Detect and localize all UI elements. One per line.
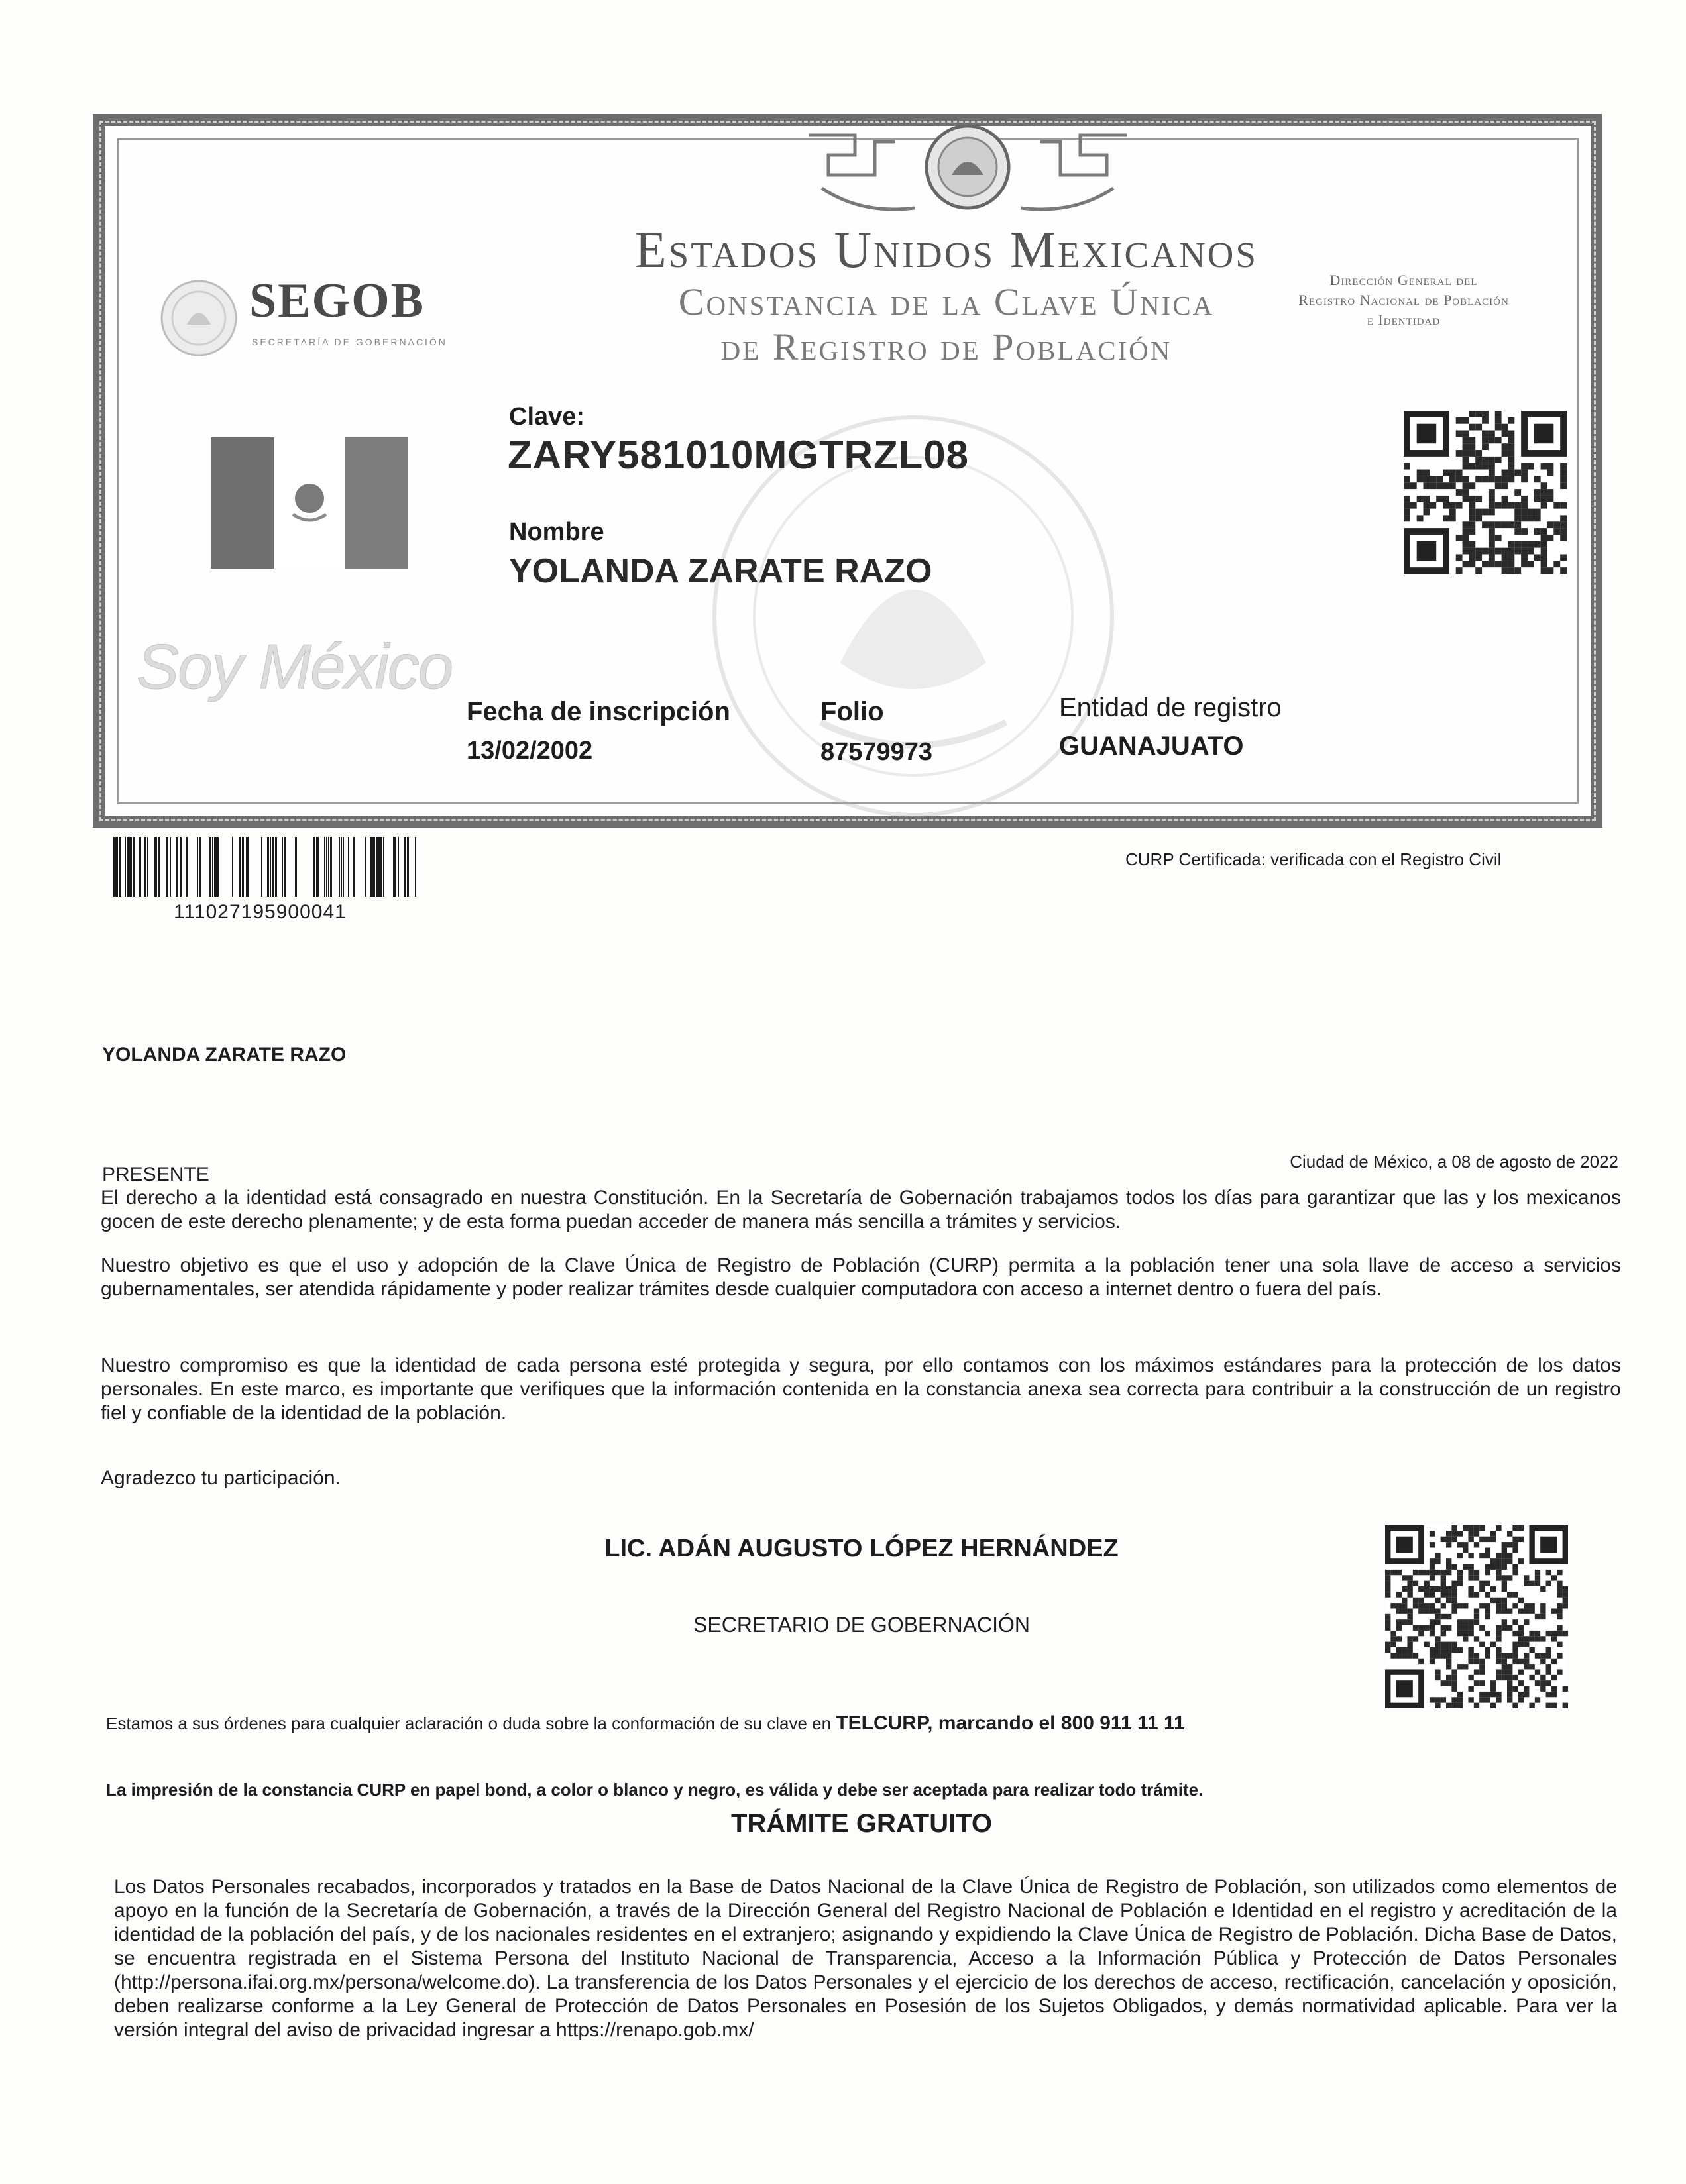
curp-certificate (93, 114, 1602, 828)
certified-note: CURP Certificada: verificada con el Registro Civil (1125, 849, 1502, 869)
letter-paragraph: Nuestro objetivo es que el uso y adopción de la Clave Única de Registro de Población (CURP) permita a la población tener una sola llave de acceso a servicios gubernamentales, ser atendida rápidamente y poder realizar trámites desde cualquier computadora con acceso a internet dentro o fuera del país. (101, 1254, 1621, 1300)
telcurp-note (106, 1712, 1185, 1735)
signer-title: SECRETARIO DE GOBERNACIÓN (693, 1613, 1030, 1637)
segob-seal-icon (159, 278, 239, 358)
fecha-inscripcion-value: 13/02/2002 (467, 737, 593, 765)
agency-name: SEGOB (249, 274, 425, 328)
addressee: YOLANDA ZARATE RAZO (102, 1044, 347, 1065)
letter-paragraph: Agradezco tu participación. (101, 1467, 341, 1489)
folio-label: Folio (820, 697, 884, 726)
signer-name: LIC. ADÁN AUGUSTO LÓPEZ HERNÁNDEZ (604, 1535, 1119, 1562)
place-date: Ciudad de México, a 08 de agosto de 2022 (1290, 1152, 1618, 1172)
barcode-icon (106, 837, 418, 897)
free-procedure-title: TRÁMITE GRATUITO (730, 1809, 993, 1838)
qr-code-icon (1404, 411, 1567, 574)
validity-note: La impresión de la constancia CURP en papel bond, a color o blanco y negro, es válida y debe ser aceptada para realizar todo trámite. (106, 1780, 1204, 1800)
nombre-value: YOLANDA ZARATE RAZO (509, 552, 932, 590)
qr-code-icon (1385, 1525, 1568, 1708)
clave-value: ZARY581010MGTRZL08 (508, 433, 969, 477)
salutation: PRESENTE (102, 1164, 209, 1185)
slogan: Soy México (137, 631, 453, 702)
directorate-line: Registro Nacional de Población (1298, 292, 1509, 308)
fecha-inscripcion-label: Fecha de inscripción (467, 697, 730, 726)
national-crest-icon (795, 122, 1140, 221)
document-title-line2: de Registro de Población (720, 325, 1172, 368)
letter-paragraph: Nuestro compromiso es que la identidad de cada persona esté protegida y segura, por ello contamos con los máximos estándares para la protección de los datos personales. En este marco, es importante que verifiques que la información contenida en la constancia anexa sea correcta para contribuir a la construcción de un registro fiel y confiable de la identidad de la población. (101, 1354, 1621, 1424)
entidad-label: Entidad de registro (1059, 693, 1282, 722)
document-title-line1: Constancia de la Clave Única (678, 280, 1215, 323)
barcode-number: 111027195900041 (174, 901, 347, 923)
folio-value: 87579973 (820, 738, 933, 766)
directorate-line: Dirección General del (1329, 272, 1478, 288)
directorate-line: e Identidad (1367, 311, 1441, 328)
directorate-block (1218, 270, 1589, 330)
entidad-value: GUANAJUATO (1059, 732, 1244, 761)
clave-label: Clave: (509, 403, 585, 431)
nombre-label: Nombre (509, 518, 604, 546)
letter-paragraph: El derecho a la identidad está consagrado en nuestra Constitución. En la Secretaría de Gobernación trabajamos todos los días para garantizar que las y los mexicanos gocen de este derecho plenamente; y de esta forma puedan acceder de manera más sencilla a trámites y servicios. (101, 1187, 1621, 1232)
agency-subtitle: SECRETARÍA DE GOBERNACIÓN (252, 337, 447, 347)
flag-icon (211, 437, 408, 569)
privacy-notice: Los Datos Personales recabados, incorporados y tratados en la Base de Datos Nacional de la Clave Única de Registro de Población, son utilizados como elementos de apoyo en la función de la Secretaría de Gobernación, a través de la Dirección General del Registro Nacional de Población e Identidad en el registro y acreditación de la identidad de la población del país, y de los nacionales residentes en el extranjero; asignando y expidiendo la Clave Única de Registro de Población. Dicha Base de Datos, se encuentra registrada en el Sistema Persona del Instituto Nacional de Transparencia, Acceso a la Información Pública y Protección de Datos Personales (http://persona.ifai.org.mx/persona/welcome.do). La transferencia de los Datos Personales y el ejercicio de los derechos de acceso, rectificación, cancelación y oposición, deben realizarse conforme a la Ley General de Protección de Datos Personales en Posesión de los Sujetos Obligados, y demás normatividad aplicable. Para ver la versión integral del aviso de privacidad ingresar a https://renapo.gob.mx/ (114, 1876, 1617, 2041)
country-title: Estados Unidos Mexicanos (635, 221, 1258, 278)
telcurp-phone: TELCURP, marcando el 800 911 11 11 (836, 1712, 1185, 1734)
telcurp-prefix: Estamos a sus órdenes para cualquier aclaración o duda sobre la conformación de su clave en (106, 1714, 836, 1733)
